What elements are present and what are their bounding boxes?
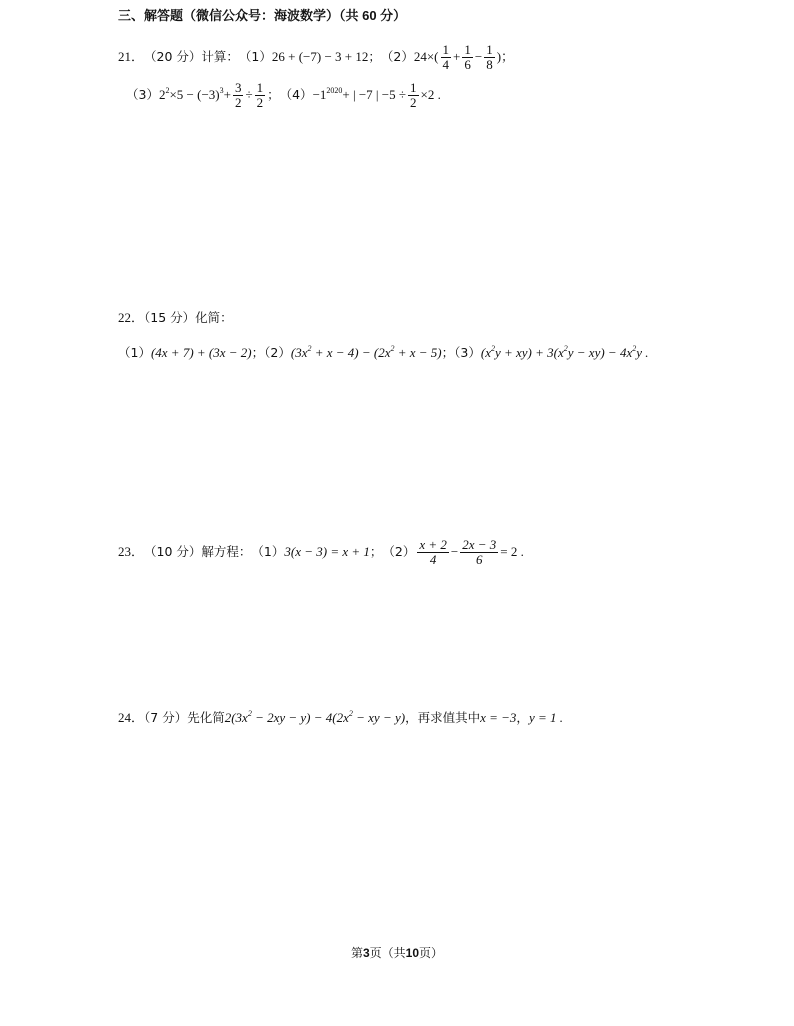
part-label: （2）: [382, 544, 416, 559]
expression-part: $-1^{2020}$: [312, 86, 343, 102]
operator: −: [450, 544, 459, 559]
part-label: （4）: [279, 87, 313, 102]
question-23-line: [118, 534, 524, 570]
part-label: （3）: [126, 87, 159, 102]
fraction: $\frac{1}{6}$: [464, 41, 471, 72]
question-instruction: 先化简: [187, 710, 225, 725]
instruction-continued: ，再求值其中: [405, 710, 481, 725]
part-label: （1）: [118, 345, 151, 360]
question-22-parts: [118, 343, 649, 363]
expression: $(x^2y + xy) + 3(x^2y - xy) - 4x^2y$ .: [480, 344, 649, 360]
question-number: 24．: [118, 710, 145, 725]
fraction: $\frac{1}{8}$: [486, 41, 493, 72]
separator: ；: [441, 345, 455, 360]
condition-x: x = −3: [480, 710, 517, 725]
expression: 26 + (−7) − 3 + 12: [271, 49, 369, 64]
question-number: 22．: [118, 310, 145, 325]
question-points: （10 分）: [144, 544, 202, 559]
expression-part: = 2 .: [500, 544, 524, 559]
expression-part: + | −7 | −5 ÷: [342, 87, 406, 102]
fraction: $\frac{1}{4}$: [442, 41, 449, 72]
fraction: $\frac{1}{2}$: [256, 79, 264, 110]
question-number: 23．: [118, 544, 145, 559]
separator: ；: [369, 544, 383, 559]
question-24-line: [118, 708, 563, 728]
section-title: 三、解答题（微信公众号：海波数学）（共 60 分）: [118, 8, 407, 23]
part-label: （1）: [238, 49, 272, 64]
page-footer: 第3页（共10页）: [350, 946, 444, 960]
fraction: $\frac{3}{2}$: [234, 79, 242, 110]
separator: ；: [267, 87, 280, 102]
fraction: $\frac{x + 2}{4}$: [419, 536, 447, 567]
operator: +: [453, 49, 461, 64]
expression: $2(3x^2 - 2xy - y) - 4(2x^2$ − xy − y): [224, 709, 406, 725]
part-label: （1）: [251, 544, 285, 559]
question-instruction: 化简：: [195, 310, 233, 325]
part-label: （3）: [454, 345, 481, 360]
question-number: 21．: [118, 49, 145, 64]
part-label: （2）: [264, 345, 291, 360]
expression: $(3x^2 + x - 4) - (2x^2 + x - 5)$: [290, 344, 442, 360]
question-22-heading: [118, 308, 233, 328]
operator: +: [223, 87, 231, 102]
page-number: 3: [362, 946, 370, 960]
condition-y: y = 1 .: [528, 710, 563, 725]
separator: ，: [516, 710, 529, 725]
expression-part: ×2 .: [420, 87, 441, 102]
question-points: （15 分）: [144, 310, 196, 325]
question-points: （7 分）: [144, 710, 188, 725]
expression: 3(x − 3) = x + 1: [284, 544, 370, 559]
question-points: （20 分）: [144, 49, 202, 64]
separator: ；: [251, 345, 265, 360]
separator: ；: [368, 49, 381, 64]
question-21-line-1: [118, 42, 514, 72]
expression-part: )；: [496, 49, 515, 64]
operator: ÷: [245, 87, 253, 102]
page-total: 10: [405, 946, 420, 960]
operator: −: [474, 49, 483, 64]
expression-part: 24×(: [413, 49, 439, 64]
question-21-line-2: [126, 80, 441, 110]
part-label: （2）: [380, 49, 414, 64]
expression-part: $\times 5 - (-3)^3$: [169, 86, 224, 102]
fraction: $\frac{2x - 3}{6}$: [462, 536, 497, 567]
expression: (4x + 7) + (3x − 2): [150, 345, 252, 360]
fraction: $\frac{1}{2}$: [410, 79, 417, 110]
expression-part: $2^2$: [158, 86, 170, 102]
question-instruction: 计算：: [201, 49, 239, 64]
question-instruction: 解方程：: [201, 544, 252, 559]
